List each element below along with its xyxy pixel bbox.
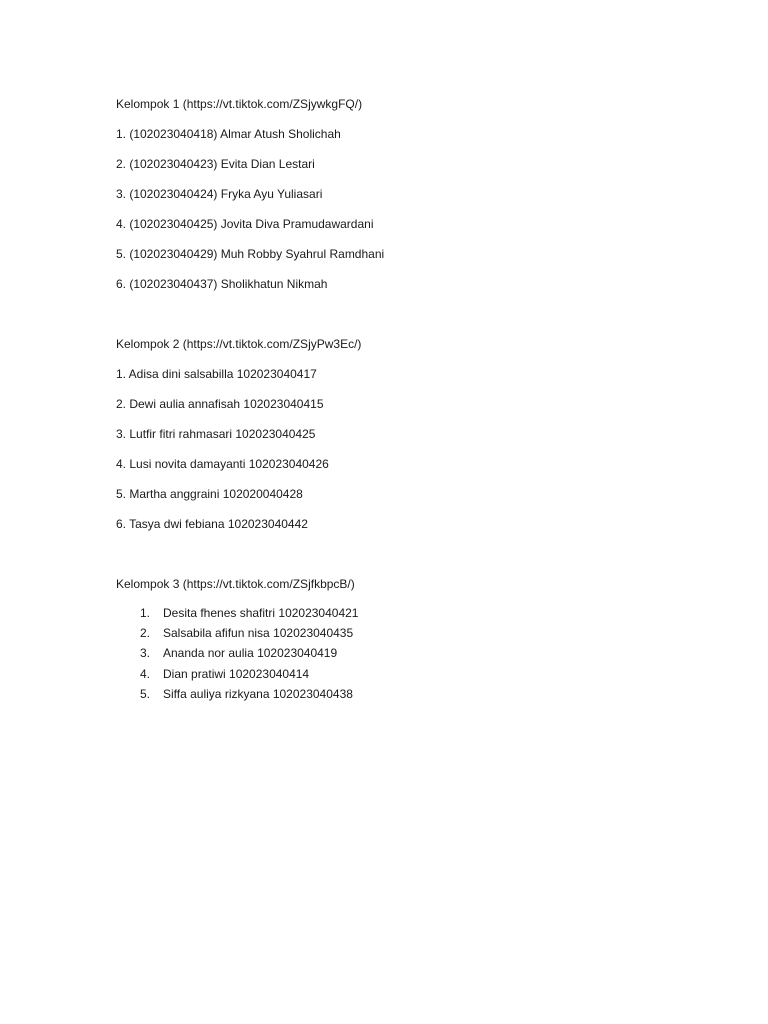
list-marker: 3. xyxy=(140,646,151,660)
group-1-member-5: 5. (102023040429) Muh Robby Syahrul Ramdhani xyxy=(116,247,385,261)
list-marker: 5. xyxy=(140,687,151,701)
list-marker: 2. xyxy=(140,626,151,640)
group-2-member-4: 4. Lusi novita damayanti 102023040426 xyxy=(116,457,329,471)
member-text: Desita fhenes shafitri 102023040421 xyxy=(163,606,359,620)
group-1-heading: Kelompok 1 (https://vt.tiktok.com/ZSjywkgFQ/) xyxy=(116,97,363,111)
member-text: Salsabila afifun nisa 102023040435 xyxy=(163,626,354,640)
group-1-member-6: 6. (102023040437) Sholikhatun Nikmah xyxy=(116,277,328,291)
member-text: Dian pratiwi 102023040414 xyxy=(163,667,310,681)
group-2-heading: Kelompok 2 (https://vt.tiktok.com/ZSjyPw3Ec/) xyxy=(116,337,362,351)
group-2-member-3: 3. Lutfir fitri rahmasari 102023040425 xyxy=(116,427,316,441)
group-2-member-6: 6. Tasya dwi febiana 102023040442 xyxy=(116,517,308,531)
list-marker: 4. xyxy=(140,667,151,681)
group-2-member-2: 2. Dewi aulia annafisah 102023040415 xyxy=(116,397,324,411)
group-2-member-1: 1. Adisa dini salsabilla 102023040417 xyxy=(116,367,317,381)
list-marker: 1. xyxy=(140,606,151,620)
group-1-member-1: 1. (102023040418) Almar Atush Sholichah xyxy=(116,127,341,141)
group-2-member-5: 5. Martha anggraini 102020040428 xyxy=(116,487,303,501)
group-3-heading: Kelompok 3 (https://vt.tiktok.com/ZSjfkbpcB/) xyxy=(116,577,355,591)
group-1-member-3: 3. (102023040424) Fryka Ayu Yuliasari xyxy=(116,187,323,201)
group-1-member-2: 2. (102023040423) Evita Dian Lestari xyxy=(116,157,315,171)
group-1-member-4: 4. (102023040425) Jovita Diva Pramudawardani xyxy=(116,217,374,231)
member-text: Ananda nor aulia 102023040419 xyxy=(163,646,338,660)
member-text: Siffa auliya rizkyana 102023040438 xyxy=(163,687,353,701)
